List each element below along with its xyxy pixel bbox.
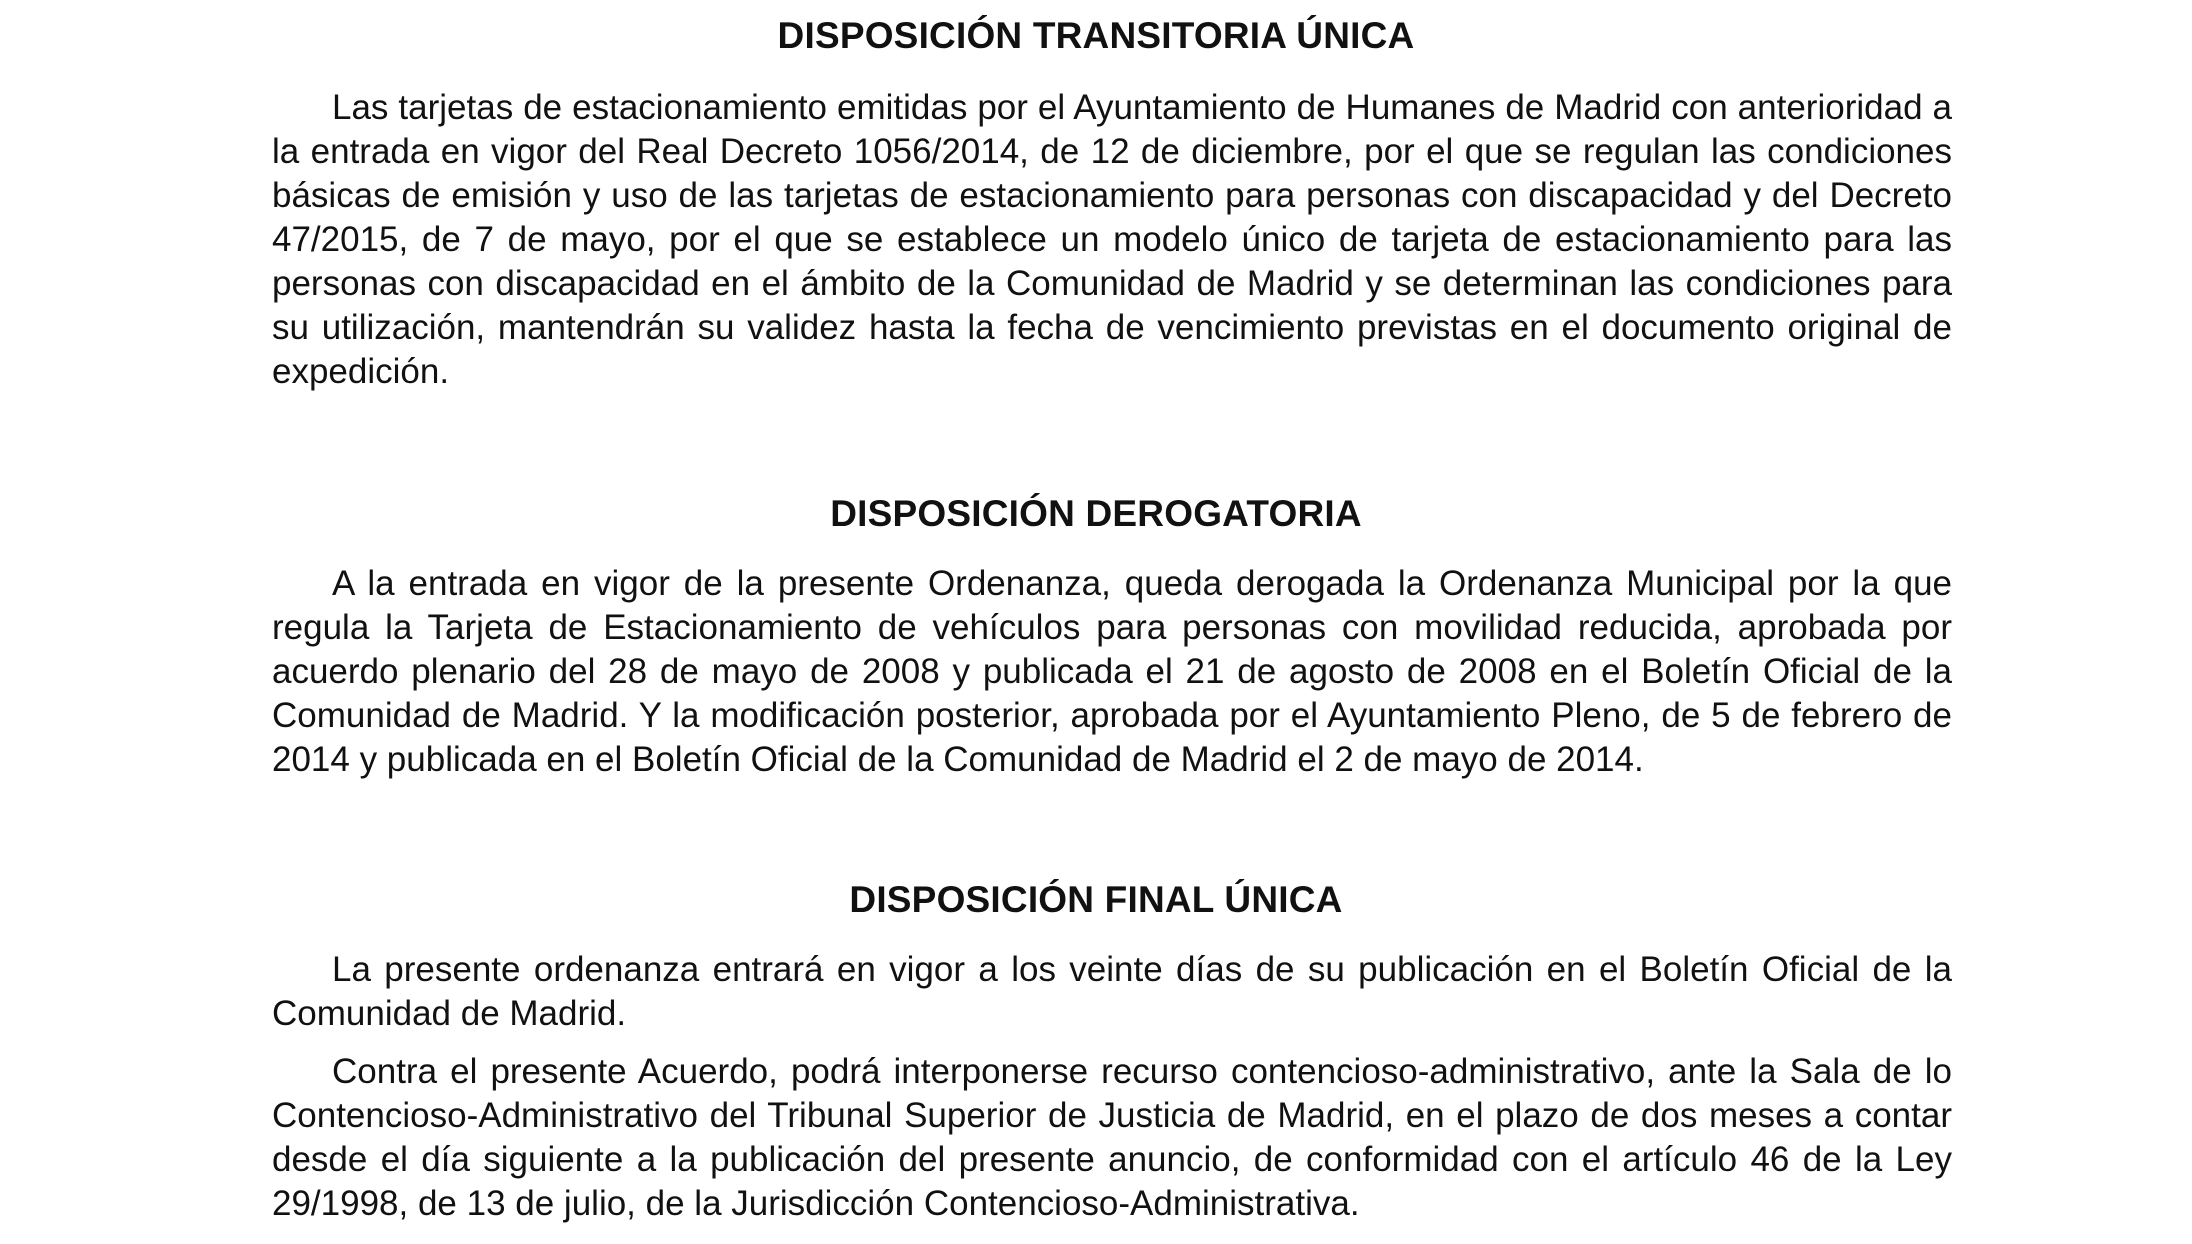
heading-disposicion-derogatoria: DISPOSICIÓN DEROGATORIA — [830, 493, 1362, 534]
paragraph-final-vigor: La presente ordenanza entrará en vigor a los veinte días de su publicación en el Boletín Oficial de la Comunidad de Madrid. — [272, 950, 1952, 1033]
heading-disposicion-transitoria: DISPOSICIÓN TRANSITORIA ÚNICA — [777, 15, 1415, 56]
heading-disposicion-final: DISPOSICIÓN FINAL ÚNICA — [849, 879, 1343, 920]
paragraph-final-recurso: Contra el presente Acuerdo, podrá interponerse recurso contencioso-administrativo, ante la Sala de lo Contencioso-Administrativo del Tribunal Superior de Justicia de Madrid, en el plazo de dos meses a contar desde el día siguiente a la publicación del presente anuncio, de conformidad con el artículo 46 de la Ley 29/1998, de 13 de julio, de la Jurisdicción Contencioso-Administrativa. — [272, 1052, 1952, 1223]
paragraph-transitoria: Las tarjetas de estacionamiento emitidas por el Ayuntamiento de Humanes de Madrid con anterioridad a la entrada en vigor del Real Decreto 1056/2014, de 12 de diciembre, por el que se regulan las condiciones básicas de emisión y uso de las tarjetas de estacionamiento para personas con discapacidad y del Decreto 47/2015, de 7 de mayo, por el que se establece un modelo único de tarjeta de estacionamiento para las personas con discapacidad en el ámbito de la Comunidad de Madrid y se determinan las condiciones para su utilización, mantendrán su validez hasta la fecha de vencimiento previstas en el documento original de expedición. — [272, 88, 1952, 391]
paragraph-derogatoria: A la entrada en vigor de la presente Ordenanza, queda derogada la Ordenanza Municipal por la que regula la Tarjeta de Estacionamiento de vehículos para personas con movilidad reducida, aprobada por acuerdo plenario del 28 de mayo de 2008 y publicada el 21 de agosto de 2008 en el Boletín Oficial de la Comunidad de Madrid. Y la modificación posterior, aprobada por el Ayuntamiento Pleno, de 5 de febrero de 2014 y publicada en el Boletín Oficial de la Comunidad de Madrid el 2 de mayo de 2014. — [272, 564, 1952, 779]
